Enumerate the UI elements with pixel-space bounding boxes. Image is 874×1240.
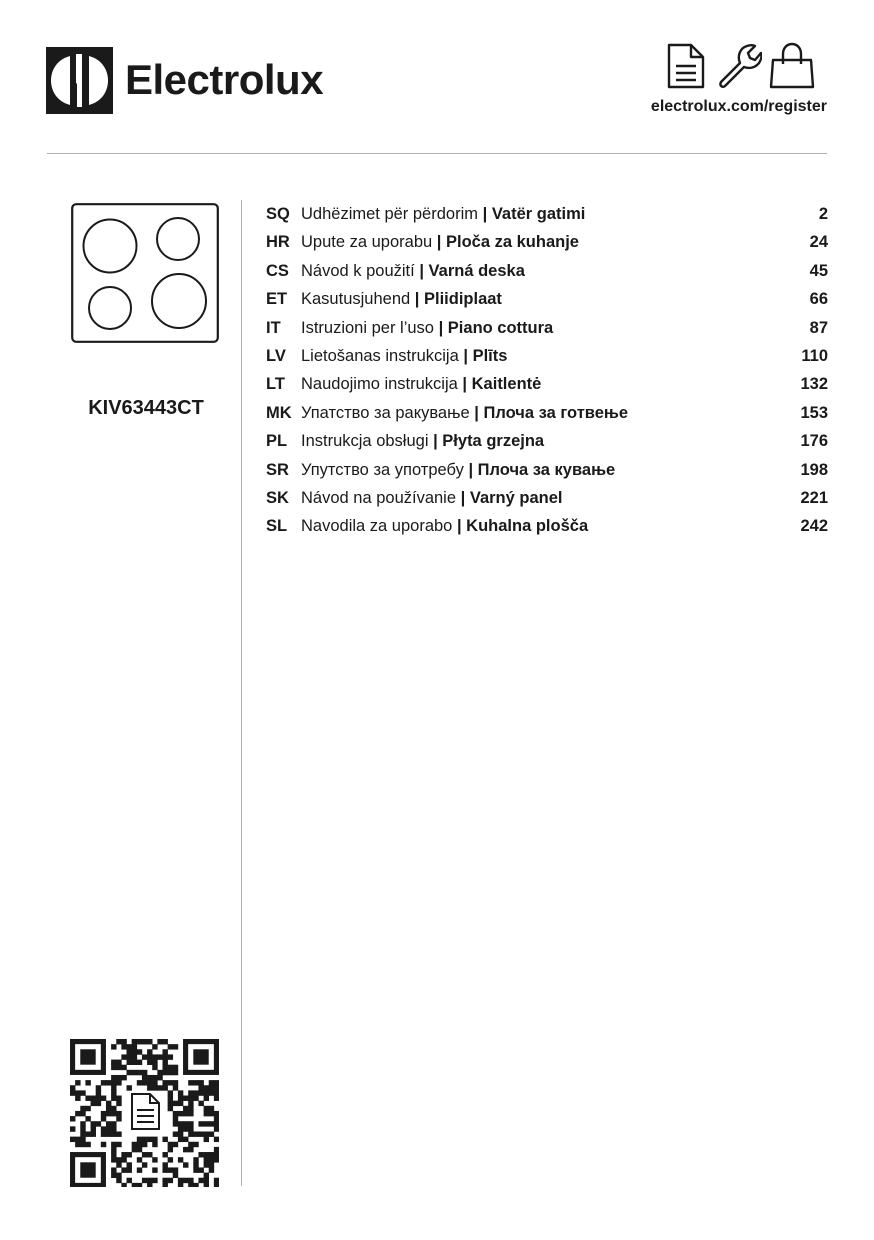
toc-title: Instrukcja obsługi | Płyta grzejna — [301, 432, 545, 451]
page-number: 153 — [800, 403, 828, 422]
language-code: LV — [266, 346, 286, 365]
toc-row[interactable] — [266, 228, 828, 256]
qr-document-icon — [132, 1094, 159, 1129]
language-code: SK — [266, 488, 289, 507]
language-code: SL — [266, 517, 288, 536]
language-code: IT — [266, 318, 281, 337]
toc-row[interactable] — [266, 314, 828, 342]
hob-illustration — [71, 203, 219, 343]
toc-title: Istruzioni per l’uso | Piano cottura — [301, 318, 554, 337]
toc-row[interactable] — [266, 257, 828, 285]
brand-name: Electrolux — [125, 56, 324, 103]
toc-row[interactable] — [266, 370, 828, 398]
toc-title: Lietošanas instrukcija | Plīts — [301, 346, 508, 365]
toc-row[interactable] — [266, 456, 828, 484]
shopping-bag-icon — [769, 42, 815, 90]
page-number: 2 — [818, 205, 828, 223]
toc-row[interactable] — [266, 399, 828, 427]
language-code: MK — [266, 403, 292, 422]
language-code: PL — [266, 432, 288, 451]
toc-title: Udhëzimet për përdorim | Vatër gatimi — [301, 205, 586, 223]
toc-title: Kasutusjuhend | Pliidiplaat — [301, 290, 502, 309]
page-number: 110 — [801, 346, 828, 365]
register-link[interactable]: electrolux.com/register — [650, 98, 827, 115]
language-code: HR — [266, 233, 290, 252]
electrolux-logo-icon — [46, 47, 113, 114]
language-code: SR — [266, 460, 289, 479]
toc-row[interactable] — [266, 427, 828, 455]
page-number: 221 — [800, 488, 828, 507]
toc-row[interactable] — [266, 285, 828, 313]
page-number: 45 — [809, 261, 828, 280]
register-icons — [663, 42, 815, 90]
page-number: 176 — [800, 432, 828, 451]
column-divider — [241, 200, 242, 1186]
toc-title: Upute za uporabu | Ploča za kuhanje — [301, 233, 579, 252]
language-code: ET — [266, 290, 288, 309]
brand-logo — [46, 46, 323, 114]
toc-row[interactable] — [266, 342, 828, 370]
toc-title: Návod na používanie | Varný panel — [301, 488, 563, 507]
qr-code[interactable] — [70, 1039, 219, 1187]
page-number: 198 — [800, 460, 828, 479]
document-icon — [663, 42, 709, 90]
language-code: SQ — [266, 205, 290, 223]
language-code: LT — [266, 375, 285, 394]
page-number: 242 — [800, 517, 828, 536]
toc-row[interactable] — [266, 512, 828, 540]
wrench-icon — [716, 42, 762, 90]
table-of-contents — [266, 200, 828, 541]
page-number: 87 — [809, 318, 828, 337]
page-number: 66 — [809, 290, 828, 309]
page-number: 24 — [809, 233, 828, 252]
model-number: KIV63443CT — [88, 397, 204, 419]
page-number: 132 — [800, 375, 828, 394]
language-code: CS — [266, 261, 289, 280]
toc-title: Упутство за употребу | Плоча за кување — [301, 460, 616, 479]
header-divider — [47, 153, 827, 154]
toc-title: Navodila za uporabo | Kuhalna plošča — [301, 517, 589, 536]
toc-title: Návod k použití | Varná deska — [301, 261, 525, 280]
toc-row[interactable] — [266, 484, 828, 512]
toc-title: Упатство за ракување | Плоча за готвење — [301, 403, 629, 422]
toc-title: Naudojimo instrukcija | Kaitlentė — [301, 375, 542, 394]
toc-row[interactable] — [266, 200, 828, 228]
